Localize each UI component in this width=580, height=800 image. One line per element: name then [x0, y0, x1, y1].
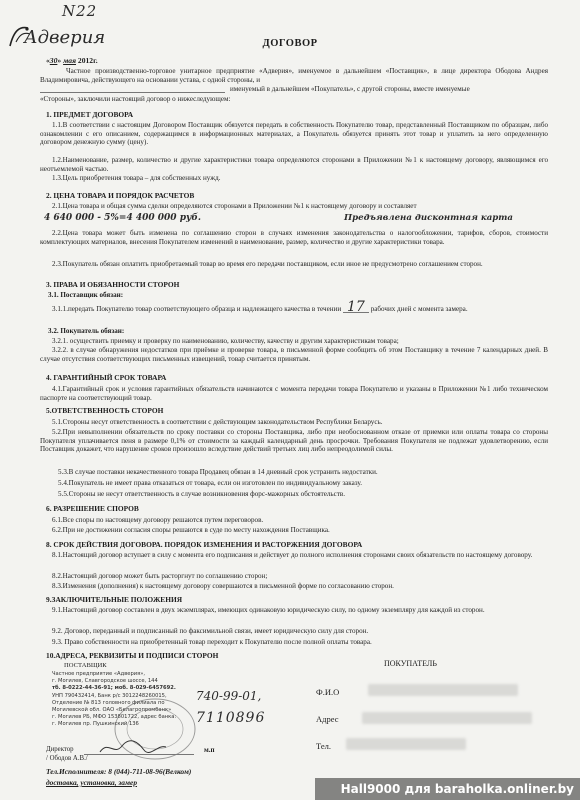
clause-9-1: 9.1.Настоящий договор составлен в двух экземплярах, имеющих одинаковую юридическую силу, по одному экземпляру для каждой из сторон. [52, 606, 485, 614]
logo-text: Адверия [24, 27, 106, 48]
redacted-buyer-phone [346, 738, 466, 750]
clause-1-3: 1.3.Цель приобретения товара – для собственных нужд. [52, 174, 221, 182]
section-10-title: 10.АДРЕСА, РЕКВИЗИТЫ И ПОДПИСИ СТОРОН [46, 651, 219, 660]
buyer-name-blank [40, 92, 225, 93]
intro-paragraph-3: «Стороны», заключили настоящий договор о нижеследующем: [40, 95, 231, 103]
section-6-title: 6. РАЗРЕШЕНИЕ СПОРОВ [46, 504, 139, 513]
clause-1-2: 1.2.Наименование, размер, количество и другие характеристики товара определяются сторонами в Приложении №1 к настоящему договору, являющимся его неотъемлемой частью. [40, 156, 548, 173]
handwritten-phone-2: 7110896 [196, 710, 266, 726]
handwritten-document-number: N22 [62, 2, 98, 20]
date-year: 2012г. [76, 56, 98, 65]
buyer-obligations-heading: 3.2. Покупатель обязан: [48, 327, 125, 335]
date-day: 30 [49, 56, 58, 65]
requisite-line: г. Могилев РБ, МФО 153801722, адрес банка: [52, 714, 177, 720]
requisite-line: тб. 8-0222-44-36-91; моб. 8-029-6457692. [52, 685, 176, 691]
buyer-phone-label: Тел. [316, 741, 332, 751]
handwritten-price: 4 640 000 - 5%=4 400 000 руб. [44, 213, 202, 223]
date-mid: » [57, 56, 64, 65]
section-4-title: 4. ГАРАНТИЙНЫЙ СРОК ТОВАРА [46, 373, 167, 382]
section-9-title: 9.ЗАКЛЮЧИТЕЛЬНЫЕ ПОЛОЖЕНИЯ [46, 595, 183, 604]
requisite-line: УНП 790432414, Банк р/с 3012248260015, [52, 693, 167, 699]
requisite-line: Частное предприятие «Адверия», [52, 671, 146, 677]
section-1-title: 1. ПРЕДМЕТ ДОГОВОРА [46, 110, 134, 119]
discount-card-note: Предъявлена дисконтная карта [344, 213, 513, 223]
section-8-title: 8. СРОК ДЕЙСТВИЯ ДОГОВОРА. ПОРЯДОК ИЗМЕНЕНИЯ И РАСТОРЖЕНИЯ ДОГОВОРА [46, 540, 363, 549]
section-3-title: 3. ПРАВА И ОБЯЗАННОСТИ СТОРОН [46, 280, 180, 289]
requisite-line: г. Могилев пр. Пушкинский 136 [52, 721, 139, 727]
clause-2-1: 2.1.Цена товара и общая сумма сделки определяются сторонами в Приложении №1 к настоящему договору и составляет [52, 202, 417, 210]
clause-5-5: 5.5.Стороны не несут ответственность в случае возникновения форс-мажорных обстоятельств. [58, 490, 346, 498]
clause-9-2: 9.2. Договор, переданный и подписанный по факсимильной связи, имеет юридическую силу для сторон. [52, 627, 369, 635]
intro-paragraph: Частное производственно-торговое унитарное предприятие «Адверия», именуемое в дальнейшем «Поставщик», в лице директора Ободова Андрея Владимировича, действующего на основании устава, с одной стороны, и [40, 67, 548, 84]
requisite-line: Отделение № 813 головного филиала по [52, 700, 165, 706]
date-month: мая [63, 56, 77, 65]
requisite-line: г. Могилев, Славгородское шоссе, 144 [52, 678, 158, 684]
supplier-obligations-heading: 3.1. Поставщик обязан: [48, 291, 124, 299]
director-name: / Ободов А.В./ [46, 755, 88, 762]
handwritten-phone-1: 740-99-01, [196, 689, 262, 703]
clause-9-3: 9.3. Право собственности на приобретенный товар переходит к Покупателю после полной оплаты товара. [52, 638, 372, 646]
clause-5-3: 5.3.В случае поставки некачественного товара Продавец обязан в 14 дневный срок устранить недостатки. [58, 468, 378, 476]
redacted-buyer-name [368, 684, 518, 696]
clause-5-1: 5.1.Стороны несут ответственность в соответствии с действующим законодательством Республики Беларусь. [52, 418, 383, 426]
section-5-title: 5.ОТВЕТСТВЕННОСТЬ СТОРОН [46, 406, 164, 415]
watermark-banner: Hall9000 для baraholka.onliner.by [315, 778, 580, 800]
clause-3-1-1-tail: рабочих дней с момента замера. [370, 305, 468, 313]
clause-8-2: 8.2.Настоящий договор может быть расторгнут по соглашению сторон; [52, 572, 268, 580]
clause-8-3: 8.3.Изменения (дополнения) к настоящему договору совершаются в письменной форме по согласованию сторон. [52, 582, 394, 590]
clause-4-1: 4.1.Гарантийный срок и условия гарантийных обязательств начинаются с момента передачи товара Покупателю и указаны в Приложении №1 либо техническом паспорте на соответствующий товар. [40, 385, 548, 402]
clause-3-2-1: 3.2.1. осуществить приемку и проверку по наименованию, количеству, качеству и другим характеристикам товара; [52, 337, 399, 345]
clause-1-1: 1.1.В соответствии с настоящим Договором Поставщик обязуется передать в собственность Покупателю товар, представленный Поставщиком по образцам, либо ознакомлении с его описанием, содержащимся в информационных материалах, а Покупатель обязуется принять этот товар и уплатить за него определенную договором денежную сумму (цену). [40, 121, 548, 147]
contract-date [46, 57, 98, 66]
buyer-heading: ПОКУПАТЕЛЬ [384, 659, 437, 668]
delivery-note: доставка, установка, замер [46, 778, 138, 787]
executor-phone: Тел.Исполнителя: 8 (044)-711-08-96(Велком) [46, 767, 192, 776]
clause-3-1-1-text: 3.1.1.передать Покупателю товар соответствующего образца и надлежащего качества в течении [52, 305, 342, 313]
buyer-fio-label: Ф.И.О [316, 687, 340, 697]
date-open-quote: « [46, 56, 50, 65]
supplier-heading: ПОСТАВЩИК [64, 662, 107, 669]
clause-6-2: 6.2.При не достижении согласия споры решаются в суде по месту нахождения Поставщика. [52, 526, 330, 534]
clause-3-2-2: 3.2.2. в случае обнаружения недостатков при приёмке и проверке товара, в письменной форме сообщить об этом Поставщику в течение 7 календарных дней. В случае отсутствия соответствующих письменных извещений, товар считается принятым. [40, 346, 548, 363]
clause-5-2: 5.2.При невыполнении обязательств по сроку поставки со стороны Поставщика, либо при необоснованном отказе от приемки или оплаты товара со стороны Покупателя уплачивается пеня в размере 0,1% от стоимости за каждый календарный день просрочки. Требования Покупателя не подлежат удовлетворению, если Поставщик докажет, что нарушение сроков произошло вследствие действий третьих лиц либо непреодолимой силы. [40, 428, 548, 454]
director-label: Директор [46, 746, 74, 753]
clause-8-1: 8.1.Настоящий договор вступает в силу с момента его подписания и действует до полного исполнения сторонами своих обязательств по настоящему договору. [52, 551, 533, 559]
intro-paragraph-2: именуемый в дальнейшем «Покупатель», с другой стороны, вместе именуемые [230, 85, 470, 93]
handwritten-delivery-days: 17 [343, 302, 369, 313]
document-title: ДОГОВОР [262, 38, 318, 49]
requisite-line: Могилевской обл. ОАО «Белагропромбанк» [52, 707, 172, 713]
clause-2-3: 2.3.Покупатель обязан оплатить приобретаемый товар во время его передачи поставщиком, если иное не предусмотрено соглашением сторон. [52, 260, 483, 268]
redacted-buyer-address [362, 712, 532, 724]
section-2-title: 2. ЦЕНА ТОВАРА И ПОРЯДОК РАСЧЕТОВ [46, 191, 195, 200]
clause-5-4: 5.4.Покупатель не имеет права отказаться от товара, если он изготовлен по индивидуальному заказу. [58, 479, 363, 487]
director-signature-icon [98, 738, 168, 758]
seal-mark-label: м.п [204, 746, 215, 754]
buyer-address-label: Адрес [316, 714, 339, 724]
clause-2-2: 2.2.Цена товара может быть изменена по соглашению сторон в случаях изменения законодательства о налогообложении, тарифов, сборов, стоимости комплектующих материалов, внесения Покупателем изменений в наименование, размер, количество и другие характеристики товара. [40, 229, 548, 246]
clause-6-1: 6.1.Все споры по настоящему договору решаются путем переговоров. [52, 516, 264, 524]
clause-3-1-1 [40, 299, 548, 315]
